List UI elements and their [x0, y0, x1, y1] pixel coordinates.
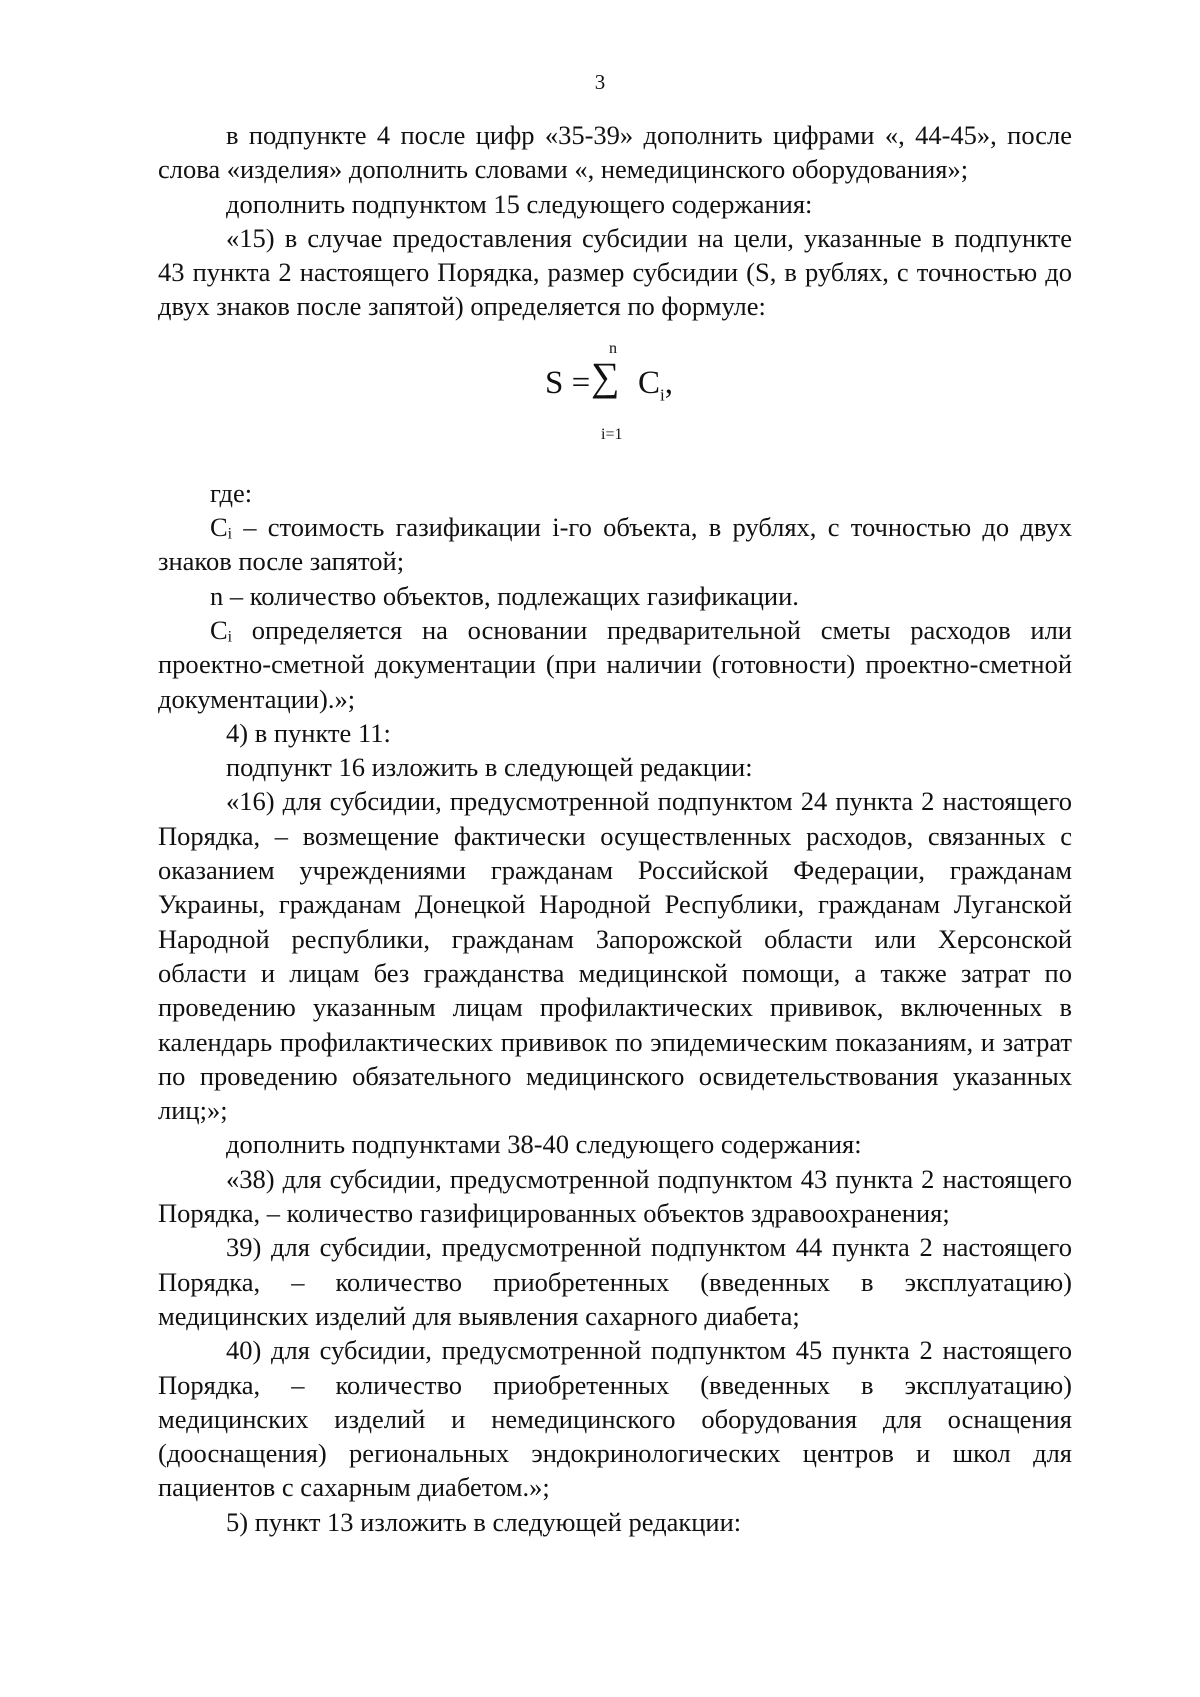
- paragraph-subitem-16-text: «16) для субсидии, предусмотренной подпунктом 24 пункта 2 настоящего Порядка, – возмещение фактически осуществленных расходов, связанных с оказанием учреждениями гражданам Российской Федерации, гражданам Украины, гражданам Донецкой Народной Республики, гражданам Луганской Народной республики, гражданам Запорожской области или Херсонской области и лицам без гражданства медицинской помощи, а также затрат по проведению указанным лицам профилактических прививок, включенных в календарь профилактических прививок по эпидемическим показаниям, и затрат по проведению обязательного медицинского освидетельствования указанных лиц;»;: [158, 786, 1072, 1126]
- paragraph-subitem-39: 39) для субсидии, предусмотренной подпунктом 44 пункта 2 настоящего Порядка, – количество приобретенных (введенных в эксплуатацию) медицинских изделий для выявления сахарного диабета;: [158, 1232, 1072, 1331]
- definition-n: n – количество объектов, подлежащих газификации.: [210, 580, 799, 611]
- paragraph-subitem-38: «38) для субсидии, предусмотренной подпунктом 43 пункта 2 настоящего Порядка, – количество газифицированных объектов здравоохранения;: [158, 1163, 1072, 1229]
- paragraph-add-subitem-15: дополнить подпунктом 15 следующего содержания:: [226, 188, 813, 219]
- paragraph-subitem-40: 40) для субсидии, предусмотренной подпунктом 45 пункта 2 настоящего Порядка, – количество приобретенных (введенных в эксплуатацию) медицинских изделий и немедицинского оборудования для оснащения (дооснащения) региональных эндокринологических центров и школ для пациентов с сахарным диабетом.»;: [158, 1335, 1072, 1503]
- paragraph-subitem-15-text: «15) в случае предоставления субсидии на цели, указанные в подпункте 43 пункта 2 настоящего Порядка, размер субсидии (S, в рублях, с точностью до двух знаков после запятой) определяется по формуле:: [158, 222, 1072, 322]
- sum-symbol-icon: ∑: [591, 353, 620, 399]
- formula-upper-limit: n: [609, 339, 617, 357]
- where-label: где:: [210, 477, 253, 508]
- paragraph-amend-subitem-4: в подпункте 4 после цифр «35-39» дополнить цифрами «, 44-45», после слова «изделия» дополнить словами «, немедицинского оборудования»;: [158, 120, 1072, 185]
- paragraph-add-subitems-38-40: дополнить подпунктами 38-40 следующего содержания:: [226, 1129, 862, 1160]
- paragraph-item-4-point-11: 4) в пункте 11:: [226, 717, 391, 748]
- formula-lower-limit: i=1: [601, 425, 623, 443]
- paragraph-subitem-16-intro: подпункт 16 изложить в следующей редакции:: [226, 752, 753, 783]
- formula-lhs: S =: [545, 364, 591, 401]
- document-body: [158, 118, 1072, 1539]
- page-number: 3: [594, 70, 606, 94]
- paragraph-item-5-point-13: 5) пункт 13 изложить в следующей редакции:: [226, 1506, 742, 1537]
- definition-ci: Cᵢ – стоимость газификации i-го объекта, в рублях, с точностью до двух знаков после запятой;: [158, 512, 1072, 577]
- paragraph-ci-determination: Cᵢ определяется на основании предварительной сметы расходов или проектно-сметной документации (при наличии (готовности) проектно-сметной документации).»;: [158, 614, 1072, 714]
- formula-term: $C_i$,: [638, 364, 673, 405]
- subsidy-formula: [158, 324, 1072, 476]
